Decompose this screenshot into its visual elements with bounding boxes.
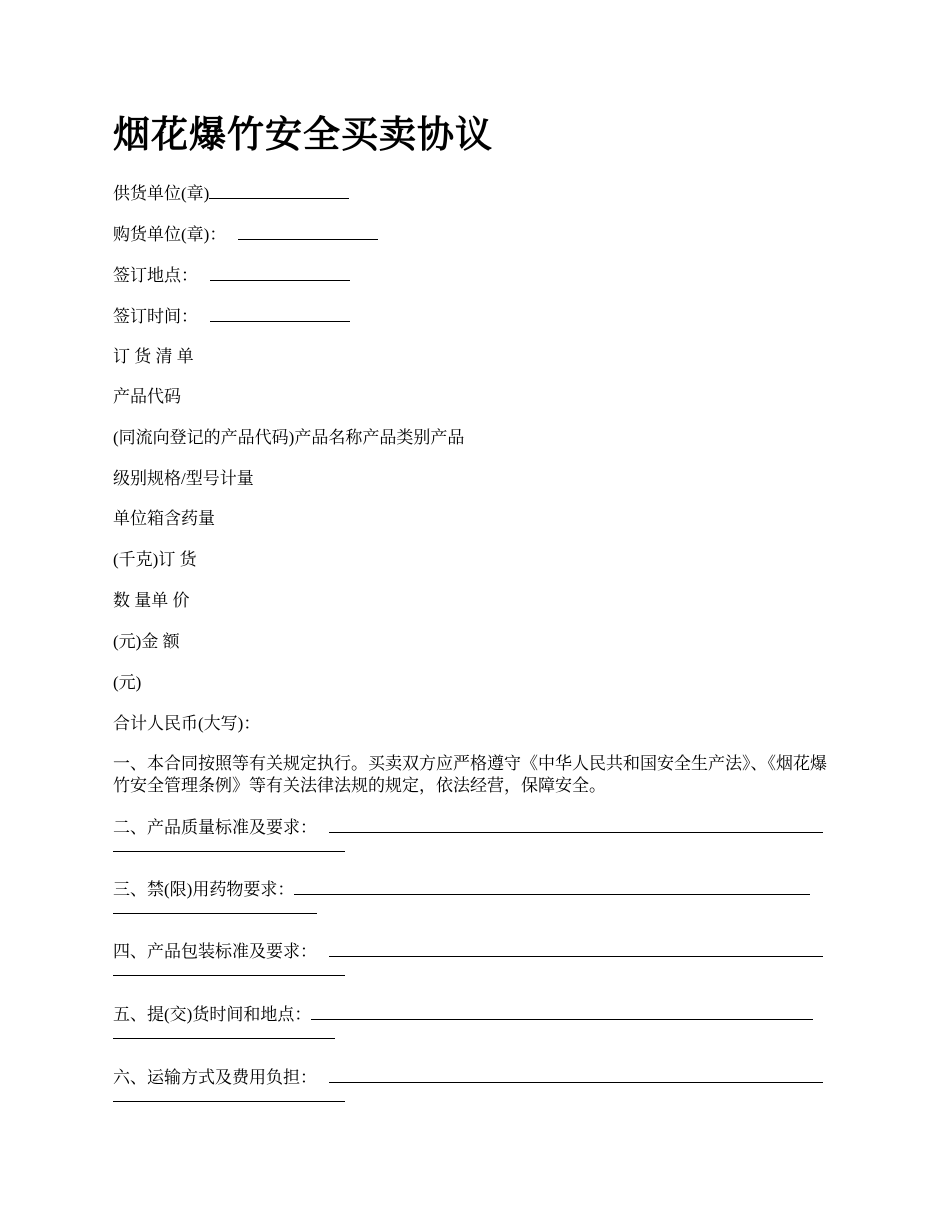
table-text-line: 数 量单 价 [113,591,190,610]
clause-5-label: 五、提(交)货时间和地点： [113,1005,312,1024]
clause-3 [113,878,838,914]
clause-4-label: 四、产品包装标准及要求： [113,942,317,961]
clause-1: 一、本合同按照等有关规定执行。买卖双方应严格遵守《中华人民共和国安全生产法》、《烟花爆竹安全管理条例》等有关法律法规的规定，依法经营，保障安全。 [113,754,827,795]
clause-6-blank[interactable] [329,1066,823,1083]
supplier-field [113,182,349,205]
clause-3-blank-cont[interactable] [113,901,317,914]
table-text-line: 单位箱含药量 [113,509,215,528]
clause-5 [113,1003,838,1039]
clause-6-label: 六、运输方式及费用负担： [113,1068,317,1087]
buyer-label: 购货单位(章)： [113,225,227,244]
table-text-line: 产品代码 [113,387,181,406]
clause-6 [113,1066,838,1102]
sign-time-field [113,305,350,328]
table-text-line: (千克)订 货 [113,550,197,569]
table-text-line: (同流向登记的产品代码)产品名称产品类别产品 [113,428,465,447]
clause-5-blank-cont[interactable] [113,1026,335,1039]
sign-time-label: 签订时间： [113,307,198,326]
supplier-blank[interactable] [209,182,349,199]
clause-4-blank[interactable] [329,940,823,957]
sign-place-blank[interactable] [210,264,350,281]
clause-2-blank-cont[interactable] [113,839,345,852]
table-text-line: 级别规格/型号计量 [113,469,254,488]
order-list-heading: 订 货 清 单 [113,347,194,366]
clause-3-blank[interactable] [294,878,810,895]
buyer-blank[interactable] [238,223,378,240]
clause-2 [113,816,838,852]
table-text-line: (元)金 额 [113,632,180,651]
clause-4 [113,940,838,976]
sign-time-blank[interactable] [210,305,350,322]
clause-5-blank[interactable] [311,1003,813,1020]
table-text-line: (元) [113,673,142,692]
buyer-field [113,223,378,246]
total-label: 合计人民币(大写)： [113,714,261,733]
clause-3-label: 三、禁(限)用药物要求： [113,880,295,899]
clause-2-label: 二、产品质量标准及要求： [113,818,317,837]
sign-place-label: 签订地点： [113,266,198,285]
clause-4-blank-cont[interactable] [113,963,345,976]
sign-place-field [113,264,350,287]
clause-6-blank-cont[interactable] [113,1089,345,1102]
document-title: 烟花爆竹安全买卖协议 [113,115,493,156]
clause-2-blank[interactable] [329,816,823,833]
supplier-label: 供货单位(章) [113,184,210,203]
